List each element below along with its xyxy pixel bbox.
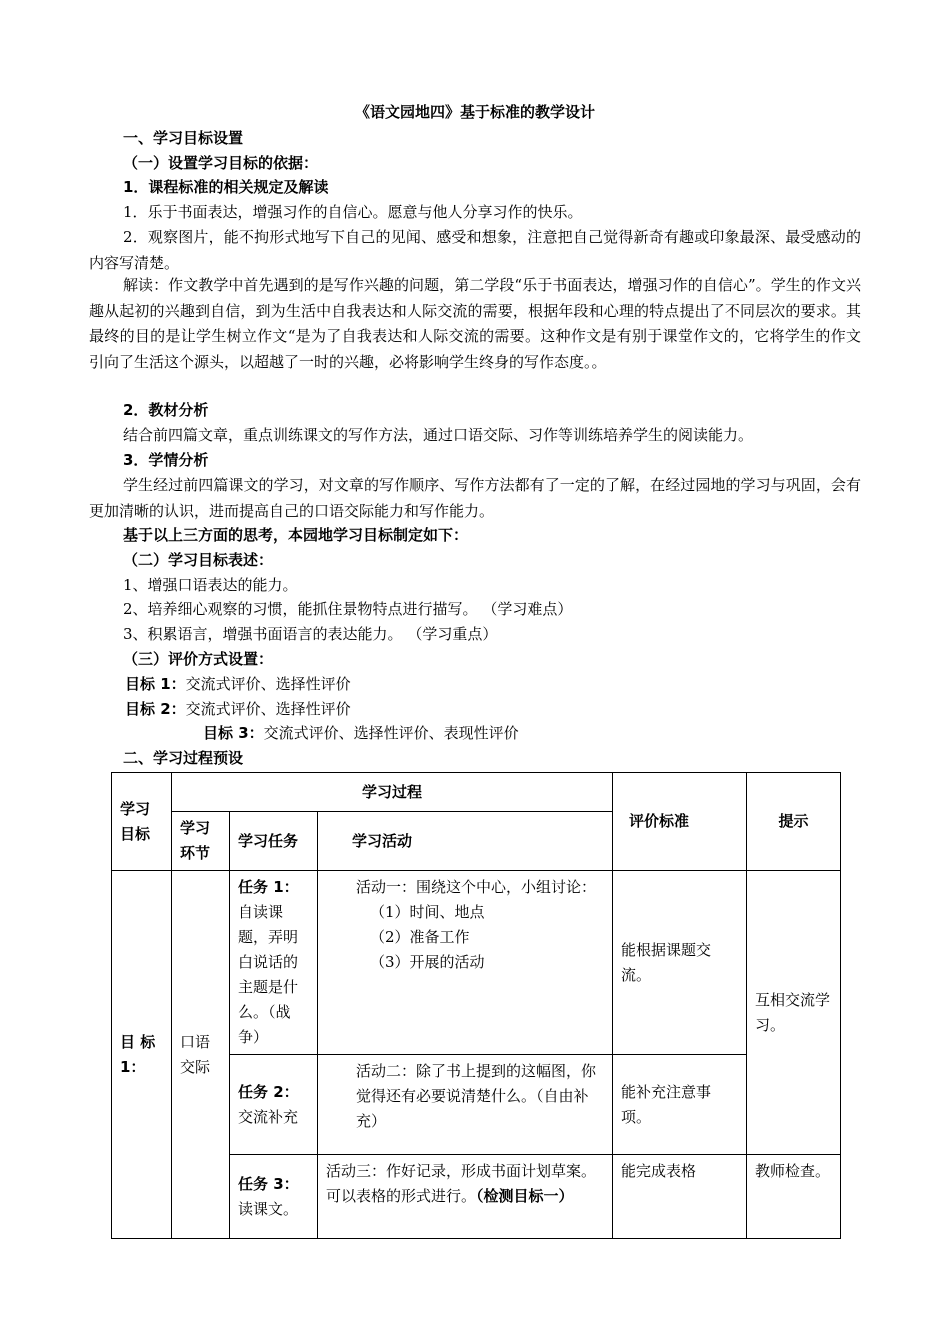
eval-3-label: 目标 3： bbox=[203, 724, 264, 742]
sub1-heading: （一）设置学习目标的依据： bbox=[123, 154, 319, 172]
eval-2-label: 目标 2： bbox=[125, 700, 186, 718]
header-criteria: 评价标准 bbox=[613, 773, 747, 871]
eval-1 bbox=[125, 672, 351, 696]
goal-1: 1、增强口语表达的能力。 bbox=[123, 576, 298, 594]
eval-1-label: 目标 1： bbox=[125, 675, 186, 693]
activity-2-main: 活动二：除了书上提到的这幅图，你觉得还有必要说清楚什么。（自由补充） bbox=[356, 1062, 597, 1130]
section1-heading: 一、学习目标设置 bbox=[123, 129, 244, 147]
textbook-analysis: 结合前四篇文章，重点训练课文的写作方法，通过口语交际、习作等训练培养学生的阅读能力。 bbox=[123, 426, 754, 444]
sub3-heading: （三）评价方式设置： bbox=[123, 650, 274, 668]
task-3-text: 读课文。 bbox=[238, 1199, 299, 1218]
section2-heading: 二、学习过程预设 bbox=[123, 749, 244, 767]
goal-cell: 目 标 1： bbox=[112, 871, 172, 1239]
process-table bbox=[111, 772, 841, 1239]
criteria-2: 能补充注意事项。 bbox=[613, 1055, 747, 1155]
goal-3: 3、积累语言，增强书面语言的表达能力。 （学习重点） bbox=[123, 625, 498, 643]
criteria-1: 能根据课题交流。 bbox=[613, 871, 747, 1055]
stage-cell: 口语交际 bbox=[172, 871, 230, 1239]
standard-2: 2．观察图片，能不拘形式地写下自己的见闻、感受和想象，注意把自己觉得新奇有趣或印象最深、最受感动的内容写清楚。 bbox=[89, 228, 861, 272]
activity-3-bold: （检测目标一） bbox=[476, 1187, 574, 1205]
eval-2 bbox=[125, 697, 351, 721]
task-3-label: 任务 3： bbox=[238, 1174, 299, 1193]
activity-2-cell bbox=[318, 1055, 613, 1155]
eval-3-text: 交流式评价、选择性评价、表现性评价 bbox=[263, 724, 519, 742]
activity-3-cell bbox=[318, 1155, 613, 1239]
sub2-heading: （二）学习目标表述： bbox=[123, 551, 274, 569]
header-task: 学习任务 bbox=[230, 812, 318, 871]
eval-3 bbox=[203, 721, 519, 745]
task-3-cell bbox=[230, 1155, 318, 1239]
activity-1-main: 活动一：围绕这个中心，小组讨论： bbox=[356, 878, 597, 896]
header-goal: 学习目标 bbox=[112, 773, 172, 871]
activity-1-item-1: （1）时间、地点 bbox=[370, 903, 485, 921]
activity-1-item-2: （2）准备工作 bbox=[370, 928, 470, 946]
eval-2-text: 交流式评价、选择性评价 bbox=[185, 700, 351, 718]
item1-heading: 1．课程标准的相关规定及解读 bbox=[123, 178, 329, 196]
criteria-3: 能完成表格 bbox=[613, 1155, 747, 1239]
task-1-text: 自读课题，弄明白说话的主题是什么。（战争） bbox=[238, 903, 299, 1046]
activity-3-main: 活动三：作好记录，形成书面计划草案。可以表格的形式进行。 bbox=[326, 1162, 597, 1205]
header-process: 学习过程 bbox=[172, 773, 613, 812]
eval-1-text: 交流式评价、选择性评价 bbox=[185, 675, 351, 693]
task-2-label: 任务 2： bbox=[238, 1082, 299, 1101]
interpretation: 解读：作文教学中首先遇到的是写作兴趣的问题，第二学段“乐于书面表达，增强习作的自信心”。学生的作文兴趣从起初的兴趣到自信，到为生活中自我表达和人际交流的需要，根据年段和心理的特点提出了不同层次的要求。其最终的目的是让学生树立作文“是为了自我表达和人际交流的需要。这种作文是有别于课堂作文的，它将学生的作文引向了生活这个源头，以超越了一时的兴趣，必将影响学生终身的写作态度。。 bbox=[89, 276, 861, 371]
task-1-cell bbox=[230, 871, 318, 1055]
item2-heading: 2．教材分析 bbox=[123, 401, 209, 419]
activity-1-cell bbox=[318, 871, 613, 1055]
hint-3: 教师检查。 bbox=[747, 1155, 841, 1239]
activity-1-item-3: （3）开展的活动 bbox=[370, 953, 485, 971]
item3-heading: 3．学情分析 bbox=[123, 451, 209, 469]
task-2-cell bbox=[230, 1055, 318, 1155]
conclusion: 基于以上三方面的思考，本园地学习目标制定如下： bbox=[123, 526, 469, 544]
header-stage: 学习环节 bbox=[172, 812, 230, 871]
standard-1: 1．乐于书面表达，增强习作的自信心。愿意与他人分享习作的快乐。 bbox=[123, 203, 583, 221]
document-title: 《语文园地四》基于标准的教学设计 bbox=[354, 103, 595, 121]
task-1-label: 任务 1： bbox=[238, 878, 299, 896]
learner-analysis: 学生经过前四篇课文的学习，对文章的写作顺序、写作方法都有了一定的了解，在经过园地的学习与巩固，会有更加清晰的认识，进而提高自己的口语交际能力和写作能力。 bbox=[89, 476, 861, 520]
goal-2: 2、培养细心观察的习惯，能抓住景物特点进行描写。 （学习难点） bbox=[123, 600, 573, 618]
hint-shared: 互相交流学习。 bbox=[747, 871, 841, 1155]
task-2-text: 交流补充 bbox=[238, 1107, 299, 1126]
header-activity: 学习活动 bbox=[318, 812, 613, 871]
header-hint: 提示 bbox=[747, 773, 841, 871]
